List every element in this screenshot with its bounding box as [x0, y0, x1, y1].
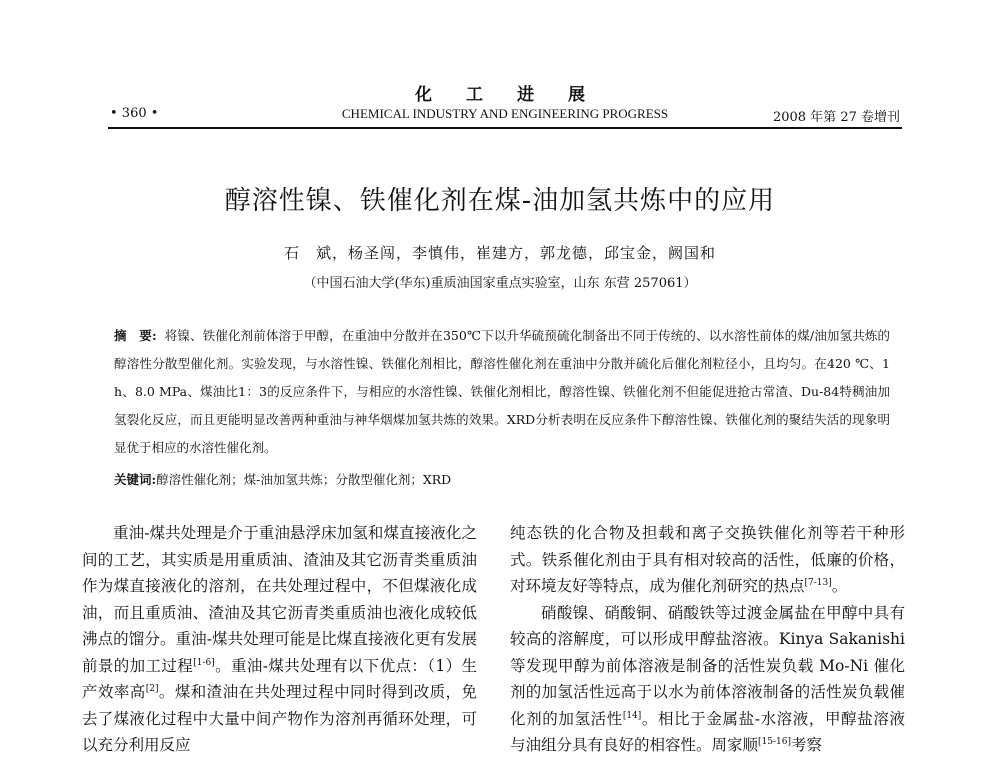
body-column-left [82, 520, 477, 759]
citation: [1-6] [193, 657, 215, 668]
paragraph-text: 重油-煤共处理是介于重油悬浮床加氢和煤直接液化之间的工艺，其实质是用重质油、渣油及其它沥青类重质油作为煤直接液化的溶剂，在共处理过程中，不但煤液化成油，而且重质油、渣油及其它沥青类重质油也液化成较低沸点的馏分。重油-煤共处理可能是比煤直接液化更有发展前景的加工过程 [82, 524, 477, 675]
paragraph-text: 。 [831, 577, 848, 595]
paragraph-text: 。煤和渣油在共处理过程中同时得到改质，免去了煤液化过程中大量中间产物作为溶剂再循环处理，可以充分利用反应 [82, 683, 477, 754]
affiliation: （中国石油大学(华东)重质油国家重点实验室，山东 东营 257061） [303, 276, 697, 291]
paragraph [510, 520, 905, 600]
article-title: 醇溶性镍、铁催化剂在煤-油加氢共炼中的应用 [224, 186, 776, 216]
paragraph-text: 纯态铁的化合物及担载和离子交换铁催化剂等若干种形式。铁系催化剂由于具有相对较高的活性，低廉的价格，对环境友好等特点，成为催化剂研究的热点 [510, 524, 905, 595]
paragraph [82, 520, 477, 759]
paragraph-text: 。重油-煤共处理有以下优点：（1）生产效率高 [82, 656, 477, 701]
citation: [7-13] [804, 577, 832, 588]
citation: [14] [622, 710, 642, 721]
paragraph-text: 硝酸镍、硝酸铜、硝酸铁等过渡金属盐在甲醇中具有较高的溶解度，可以形成甲醇盐溶液。Kinya Sakanishi等发现甲醇为前体溶液是制备的活性炭负载 Mo-Ni 催化剂的加氢活性远高于以水为前体溶液制备的活性炭负载催化剂的加氢活性 [510, 603, 905, 728]
authors: 石 斌，杨圣闯，李慎伟，崔建方，郭龙德，邱宝金，阙国和 [283, 244, 716, 262]
paragraph-text: 考察 [790, 736, 822, 754]
paragraph [510, 600, 905, 759]
keywords-text: 醇溶性催化剂；煤-油加氢共炼；分散型催化剂；XRD [156, 472, 452, 487]
keywords [114, 466, 890, 494]
citation: [2] [145, 683, 159, 694]
header-rule [108, 127, 902, 129]
abstract-text: 将镍、铁催化剂前体溶于甲醇，在重油中分散并在350℃下以升华硫预硫化制备出不同于传统的、以水溶性前体的煤/油加氢共炼的醇溶性分散型催化剂。实验发现，与水溶性镍、铁催化剂相比，醇溶性催化剂在重油中分散并硫化后催化剂粒径小，且均匀。在420 ℃、1 h、8.0 MPa、煤油比1：3的反应条件下，与相应的水溶性镍、铁催化剂相比，醇溶性镍、铁催化剂不但能促进抢古常渣、Du-84特稠油加氢裂化反应，而且更能明显改善两种重油与神华烟煤加氢共炼的效果。XRD分析表明在反应条件下醇溶性镍、铁催化剂的聚结失活的现象明显优于相应的水溶性催化剂。 [114, 328, 890, 455]
abstract-label: 摘 要: [114, 328, 157, 343]
keywords-label: 关键词: [114, 472, 157, 487]
page-number: • 360 • [110, 106, 159, 121]
journal-title-cn: 化工进展 [415, 85, 619, 105]
issue-info: 2008 年第 27 卷增刊 [772, 110, 900, 125]
citation: [15-16] [758, 736, 791, 747]
abstract [114, 322, 890, 462]
body-column-right [510, 520, 905, 759]
paragraph-text: 。相比于金属盐-水溶液，甲醇盐溶液与油组分具有良好的相容性。周家顺 [510, 709, 905, 754]
running-header [110, 106, 900, 126]
journal-title-en: CHEMICAL INDUSTRY AND ENGINEERING PROGRESS [341, 106, 669, 121]
